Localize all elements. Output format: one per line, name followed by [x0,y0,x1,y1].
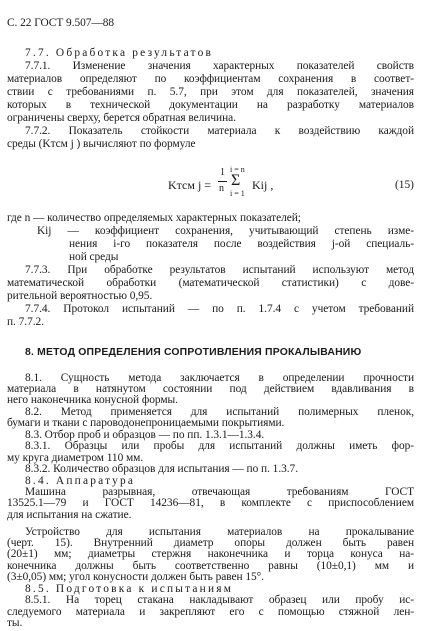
formula-numerator: 1 [220,167,225,178]
where-line: нения i-го показателя после воздействия j-ой специаль- [69,238,414,250]
text-line: среды (Kтсм j ) вычисляют по формуле [7,138,196,150]
text-line: (20±1) мм; диаметры стержня наконечника и торца конуса на- [7,548,414,561]
where-line: ной среды [69,251,119,263]
formula-lhs: Kтсм j = [168,178,212,192]
text-line: Машина разрывная, отвечающая требованиям ГОСТ [25,485,414,498]
text-line: для испытания на сжатие. [7,508,132,521]
formula-sum-symbol: Σ [231,172,241,189]
text-line: ствии с требованиями п. 5.7, при этом для показателей, значения [7,86,414,98]
text-line: ограничены сверху, берется обратная величина. [7,112,236,124]
text-line: материала в натянутом состоянии под действием вдавливания в [7,383,414,395]
text-line: 8.5.1. На торец стакана накладывают образец или пробу ис- [25,594,414,607]
text-line: 8.2. Метод применяется для испытаний полимерных пленок, [25,405,414,418]
text-line: 7.7.2. Показатель стойкости материала к воздействию каждой [25,125,414,137]
text-line: ты. [7,617,23,629]
text-line: материалов определяют по коэффициентам сохранения в соответ- [7,73,414,85]
formula-term: Kij , [252,178,274,192]
text-line: 8.3.2. Количество образцов для испытания — по п. 1.3.7. [25,463,299,475]
text-line: него наконечника конусной формы. [7,394,178,407]
formula-denominator: n [219,183,224,194]
formula-fraction-bar [218,181,227,182]
text-line: (3±0,05) мм; угол конусности должен быть равен 15°. [7,571,264,584]
text-line: 8.1. Сущность метода заключается в определении прочности [25,371,414,384]
section-heading: 8. МЕТОД ОПРЕДЕЛЕНИЯ СОПРОТИВЛЕНИЯ ПРОКАЛЫВАНИЮ [25,347,362,358]
formula-number: (15) [395,179,414,191]
text-line: 7.7.3. При обработке результатов испытаний используют метод [25,264,414,276]
text-line: конечника должны быть соответственно равны (10±0,1) мм и [7,559,414,572]
formula-sum-bottom: i = 1 [230,189,245,198]
formula-15 [168,164,318,198]
text-line: му круга диаметром 110 мм. [7,451,144,464]
text-line: Устройство для испытания материалов на прокалывание [25,525,414,538]
subsection-heading-8-5: 8.5. Подготовка к испытаниям [25,582,234,595]
subsection-heading-8-4: 8.4. Аппаратура [25,474,136,487]
text-line: математической обработки (математической статистики) с дове- [7,277,414,289]
where-line: где n — количество определяемых характерных показателей; [7,212,301,224]
text-line: п. 7.7.2. [7,316,44,328]
text-line: 7.7.4. Протокол испытаний — по п. 1.7.4 с учетом требований [25,303,414,315]
text-line: (черт. 15). Внутренний диаметр опоры должен быть равен [7,536,414,549]
text-line: 13525.1—79 и ГОСТ 14236—81, в комплекте с приспособлением [7,497,414,510]
text-line: 7.7.1. Изменение значения характерных показателей свойств [25,60,414,72]
text-line: бумаги и ткани с пароводонепроницаемыми покрытиями. [7,417,285,430]
subsection-heading-7-7: 7.7. Обработка результатов [25,47,214,59]
text-line: рительной вероятностью 0,95. [7,290,153,302]
text-line: 8.3. Отбор проб и образцов — по пп. 1.3.1—1.3.4. [25,428,265,441]
formula-sum-top: i = n [230,165,245,174]
page-header: С. 22 ГОСТ 9.507—88 [7,17,115,29]
text-line: 8.3.1. Образцы или пробы для испытаний должны иметь фор- [25,440,414,453]
where-line: Kij — коэффициент сохранения, учитывающий степень изме- [37,225,414,237]
text-line: следуемого материала и закрепляют его с помощью стяжной лен- [7,605,414,618]
text-line: которых в технической документации на разработку материалов [7,99,414,111]
